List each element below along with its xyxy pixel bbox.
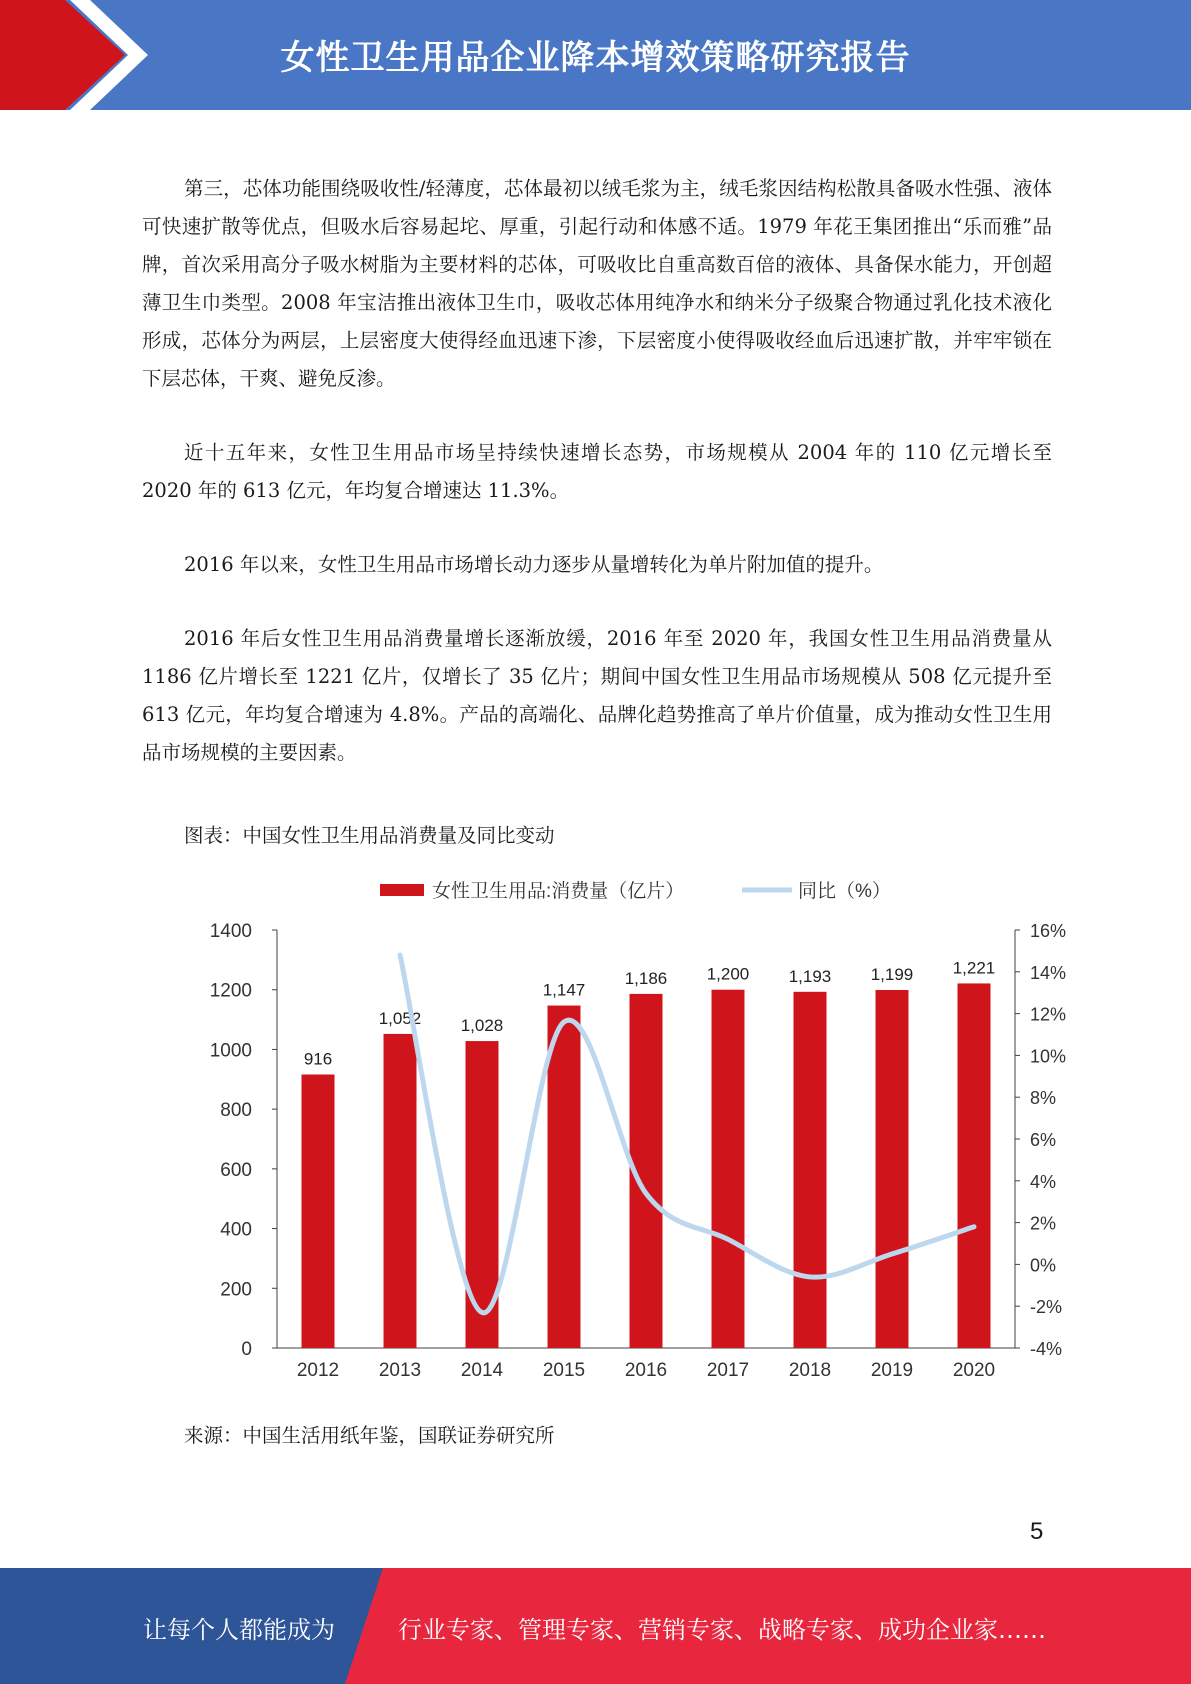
bar-data-label: 1,200 xyxy=(706,964,750,984)
footer-slogan-right: 行业专家、管理专家、营销专家、战略专家、成功企业家…… xyxy=(398,1616,1046,1644)
x-tick-label: 2012 xyxy=(296,1360,340,1381)
left-tick-label: 600 xyxy=(220,1159,252,1181)
right-tick-label: 10% xyxy=(1030,1046,1067,1067)
left-tick-label: 400 xyxy=(220,1219,252,1241)
page-number: 5 xyxy=(1030,1518,1044,1545)
main-content xyxy=(142,170,1052,772)
figure-caption: 图表：中国女性卫生用品消费量及同比变动 xyxy=(184,824,555,847)
bar xyxy=(384,1034,417,1348)
right-tick-label: -4% xyxy=(1030,1339,1063,1359)
bar xyxy=(548,1006,581,1348)
left-tick-label: 1200 xyxy=(209,980,252,1002)
report-title: 女性卫生用品企业降本增效策略研究报告 xyxy=(280,38,911,78)
bar xyxy=(302,1075,335,1348)
x-tick-label: 2020 xyxy=(952,1360,996,1381)
figure-source: 来源：中国生活用纸年鉴，国联证券研究所 xyxy=(184,1424,555,1447)
bar-series xyxy=(302,980,991,1348)
x-tick-label: 2017 xyxy=(706,1360,750,1381)
bar-data-label: 1,199 xyxy=(870,965,914,985)
legend-label-consumption: 女性卫生用品:消费量（亿片） xyxy=(432,881,685,902)
bar-data-label: 1,052 xyxy=(378,1008,422,1028)
x-tick-label: 2013 xyxy=(378,1360,422,1381)
bar-data-label: 1,028 xyxy=(460,1016,504,1036)
paragraph-core-function: 第三，芯体功能围绕吸收性/轻薄度，芯体最初以绒毛浆为主，绒毛浆因结构松散具备吸水性强、液体可快速扩散等优点，但吸水后容易起坨、厚重，引起行动和体感不适。1979 年花王集团推出“乐而雅”品牌，首次采用高分子吸水树脂为主要材料的芯体，可吸收比自重高数百倍的液体、具备保水能力，开创超薄卫生巾类型。2008 年宝洁推出液体卫生巾，吸收芯体用纯净水和纳米分子级聚合物通过乳化技术液化形成，芯体分为两层，上层密度大使得经血迅速下渗，下层密度小使得吸收经血后迅速扩散，并牢牢锁在下层芯体，干爽、避免反渗。 xyxy=(142,177,1052,390)
paragraph-growth-driver: 2016 年以来，女性卫生用品市场增长动力逐步从量增转化为单片附加值的提升。 xyxy=(184,553,884,576)
bar-data-label: 1,186 xyxy=(624,968,668,988)
consumption-chart xyxy=(180,868,1080,1388)
footer-slogan-left: 让每个人都能成为 xyxy=(143,1616,335,1644)
x-tick-label: 2016 xyxy=(624,1360,668,1381)
right-tick-label: 8% xyxy=(1030,1088,1057,1109)
x-tick-label: 2019 xyxy=(870,1360,914,1381)
right-tick-label: 12% xyxy=(1030,1004,1067,1025)
page-footer xyxy=(0,1568,1191,1684)
page-header xyxy=(0,0,1191,110)
right-tick-label: 16% xyxy=(1030,921,1067,941)
left-tick-label: 1000 xyxy=(209,1040,252,1062)
bar-data-label: 1,193 xyxy=(788,966,832,986)
bar-data-label: 1,147 xyxy=(542,980,586,1000)
x-tick-label: 2018 xyxy=(788,1360,832,1381)
paragraph-consumption: 2016 年后女性卫生用品消费量增长逐渐放缓，2016 年至 2020 年，我国女性卫生用品消费量从 1186 亿片增长至 1221 亿片，仅增长了 35 亿片；期间中国女性卫生用品市场规模从 508 亿元提升至 613 亿元，年均复合增速为 4.8%。产品的高端化、品牌化趋势推高了单片价值量，成为推动女性卫生用品市场规模的主要因素。 xyxy=(142,627,1052,764)
chart-legend xyxy=(380,880,891,902)
bar xyxy=(958,983,991,1348)
legend-label-yoy: 同比（%） xyxy=(798,881,891,902)
bar xyxy=(794,992,827,1348)
bar xyxy=(876,990,909,1348)
x-tick-label: 2014 xyxy=(460,1360,504,1381)
left-tick-label: 1400 xyxy=(209,921,252,942)
right-tick-label: 14% xyxy=(1030,962,1067,983)
left-tick-label: 0 xyxy=(241,1339,252,1360)
bar-data-label: 916 xyxy=(303,1049,333,1069)
left-tick-label: 200 xyxy=(220,1279,252,1301)
left-tick-label: 800 xyxy=(220,1100,252,1122)
right-tick-label: 4% xyxy=(1030,1171,1057,1192)
x-tick-label: 2015 xyxy=(542,1360,586,1381)
paragraph-market-growth: 近十五年来，女性卫生用品市场呈持续快速增长态势，市场规模从 2004 年的 110 亿元增长至 2020 年的 613 亿元，年均复合增速达 11.3%。 xyxy=(142,441,1052,502)
right-tick-label: 2% xyxy=(1030,1213,1057,1234)
right-tick-label: -2% xyxy=(1030,1297,1063,1318)
right-tick-label: 6% xyxy=(1030,1130,1057,1150)
right-tick-label: 0% xyxy=(1030,1255,1057,1276)
legend-swatch-consumption xyxy=(380,884,424,896)
bar-data-label: 1,221 xyxy=(952,958,996,978)
bar xyxy=(712,990,745,1348)
